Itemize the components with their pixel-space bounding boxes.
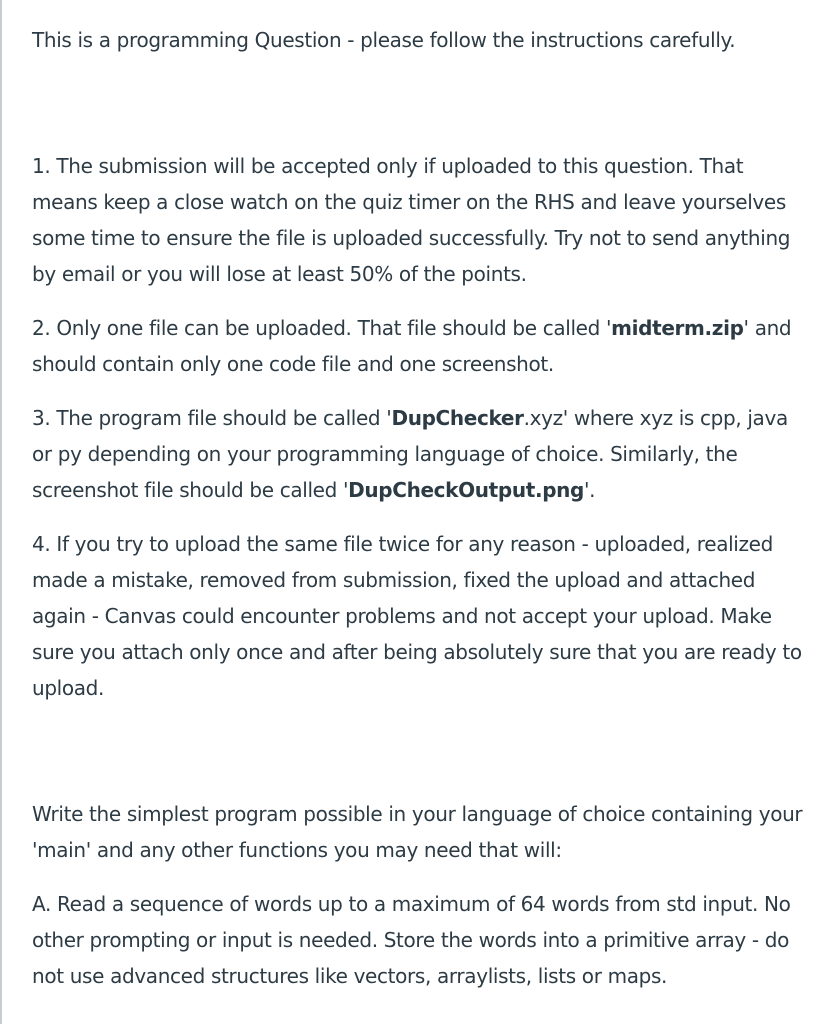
- instruction-2-before: 2. Only one file can be uploaded. That file should be called ': [32, 316, 612, 340]
- left-border: [0, 0, 2, 1024]
- question-body: [32, 22, 812, 994]
- instruction-3-after: '.: [584, 478, 596, 502]
- zip-filename: midterm.zip: [611, 316, 744, 340]
- instruction-4: 4. If you try to upload the same file twice for any reason - uploaded, realized made a mistake, removed from submission, fixed the upload and attached again - Canvas could encounter problems and not accept your upload. Make sure you attach only once and after being absolutely sure that you are ready to upload.: [32, 532, 802, 700]
- instruction-2-after: ' and should contain only one code file and one screenshot.: [32, 316, 792, 376]
- task-intro: Write the simplest program possible in your language of choice containing your 'main' and any other functions you may need that will:: [32, 802, 803, 862]
- instruction-1: 1. The submission will be accepted only if uploaded to this question. That means keep a close watch on the quiz timer on the RHS and leave yourselves some time to ensure the file is uploaded successfully. Try not to send anything by email or you will lose at least 50% of the points.: [32, 154, 791, 286]
- instruction-3-middle: .xyz' where xyz is cpp, java or py depending on your programming language of choice. Similarly, the screenshot file should be called ': [32, 406, 788, 502]
- screenshot-filename: DupCheckOutput.png: [348, 478, 585, 502]
- program-filename: DupChecker: [391, 406, 524, 430]
- instruction-3: [32, 400, 812, 508]
- task-step-a: A. Read a sequence of words up to a maximum of 64 words from std input. No other prompting or input is needed. Store the words into a primitive array - do not use advanced structures like vectors, arraylists, lists or maps.: [32, 892, 791, 988]
- intro-text: This is a programming Question - please follow the instructions carefully.: [32, 28, 736, 52]
- instruction-3-before: 3. The program file should be called ': [32, 406, 392, 430]
- instruction-2: [32, 310, 812, 382]
